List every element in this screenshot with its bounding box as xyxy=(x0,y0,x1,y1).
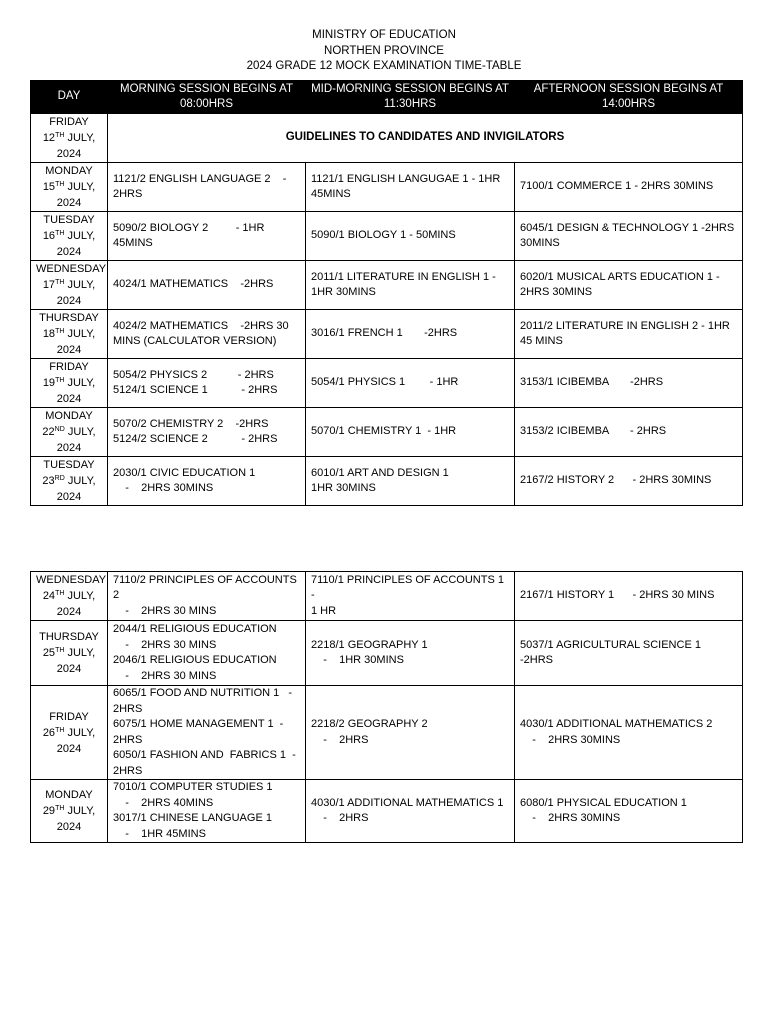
session-line: 2011/2 LITERATURE IN ENGLISH 2 - 1HR xyxy=(520,319,730,332)
day-year: 2024 xyxy=(56,606,82,618)
day-month: JULY, xyxy=(64,279,96,291)
session-line: 3016/1 FRENCH 1 -2HRS xyxy=(311,327,458,340)
table-row xyxy=(31,163,743,212)
day-cell xyxy=(31,261,108,310)
midmorning-session-cell xyxy=(306,359,515,408)
day-year: 2024 xyxy=(56,442,82,454)
day-cell xyxy=(31,212,108,261)
morning-session-cell xyxy=(108,408,306,457)
day-suffix: TH xyxy=(55,132,65,139)
day-date xyxy=(36,179,102,195)
table-row xyxy=(31,457,743,506)
afternoon-session-cell xyxy=(515,163,743,212)
session-line: 5070/2 CHEMISTRY 2 -2HRS xyxy=(113,417,269,430)
session-line: 2HRS xyxy=(113,733,143,746)
session-line: 5070/1 CHEMISTRY 1 - 1HR xyxy=(311,425,457,438)
province-title: NORTHEN PROVINCE xyxy=(324,44,444,57)
day-date xyxy=(36,803,102,819)
table-row xyxy=(31,572,743,621)
session-line: 1121/1 ENGLISH LANGUGAE 1 - 1HR xyxy=(311,172,501,185)
midmorning-session-cell xyxy=(306,621,515,686)
session-line: 6045/1 DESIGN & TECHNOLOGY 1 -2HRS xyxy=(520,221,735,234)
session-line: 6050/1 FASHION AND FABRICS 1 - xyxy=(113,749,296,761)
session-line: 45 MINS xyxy=(520,335,563,347)
afternoon-session-cell xyxy=(515,621,743,686)
day-cell xyxy=(31,114,108,163)
session-line: 1 HR xyxy=(311,604,337,617)
session-line: 7010/1 COMPUTER STUDIES 1 xyxy=(113,781,273,793)
day-number: 29 xyxy=(42,805,56,817)
table-row xyxy=(31,621,743,686)
afternoon-session-cell xyxy=(515,780,743,843)
session-line: 2HRS 30MINS xyxy=(520,286,593,298)
day-suffix: TH xyxy=(55,230,65,237)
day-number: 24 xyxy=(42,590,56,602)
session-line: 2218/2 GEOGRAPHY 2 xyxy=(311,718,428,730)
day-date xyxy=(36,228,102,244)
day-suffix: ND xyxy=(54,426,65,433)
day-suffix: TH xyxy=(55,377,65,384)
morning-session-cell xyxy=(108,686,306,780)
session-line: 5054/1 PHYSICS 1 - 1HR xyxy=(311,376,459,389)
session-line: 2167/1 HISTORY 1 - 2HRS 30 MINS xyxy=(520,589,715,602)
day-year: 2024 xyxy=(56,393,82,405)
day-suffix: RD xyxy=(54,475,65,482)
session-line: 4024/2 MATHEMATICS -2HRS 30 xyxy=(113,319,289,332)
header-row xyxy=(31,81,743,114)
day-year: 2024 xyxy=(56,148,82,160)
day-year: 2024 xyxy=(56,344,82,356)
session-line: 3153/2 ICIBEMBA - 2HRS xyxy=(520,425,667,438)
day-weekday: TUESDAY xyxy=(43,459,95,471)
day-suffix: TH xyxy=(55,726,65,734)
session-line: 4030/1 ADDITIONAL MATHEMATICS 1 xyxy=(311,796,504,809)
day-number: 25 xyxy=(42,647,56,659)
day-number: 12 xyxy=(42,132,56,144)
session-line: - 1HR 45MINS xyxy=(113,827,206,840)
day-number: 18 xyxy=(42,328,56,340)
day-weekday: MONDAY xyxy=(45,410,93,422)
timetable-title: 2024 GRADE 12 MOCK EXAMINATION TIME-TABLE xyxy=(246,60,522,72)
session-line: 5124/1 SCIENCE 1 - 2HRS xyxy=(113,384,278,396)
session-line: 2044/1 RELIGIOUS EDUCATION xyxy=(113,623,277,635)
day-cell xyxy=(31,359,108,408)
session-line: 6065/1 FOOD AND NUTRITION 1 - xyxy=(113,687,293,699)
morning-column-header: MORNING SESSION BEGINS AT 08:00HRS xyxy=(108,81,306,114)
session-line: 2HRS xyxy=(113,764,143,777)
session-line: 2218/1 GEOGRAPHY 1 xyxy=(311,638,428,651)
day-weekday: MONDAY xyxy=(45,789,93,801)
session-line: - 2HRS 30 MINS xyxy=(113,604,217,617)
day-cell xyxy=(31,310,108,359)
timetable-part-1 xyxy=(30,80,743,506)
day-month: JULY, xyxy=(64,377,96,389)
day-month: JULY, xyxy=(64,132,96,144)
day-month: JULY, xyxy=(64,726,96,739)
table-row xyxy=(31,114,743,163)
session-line: 7100/1 COMMERCE 1 - 2HRS 30MINS xyxy=(520,180,714,193)
day-weekday: WEDNESDAY xyxy=(36,263,107,275)
day-weekday: TUESDAY xyxy=(43,214,95,226)
midmorning-session-cell xyxy=(306,310,515,359)
session-line: 2HRS xyxy=(113,188,143,200)
afternoon-column-header: AFTERNOON SESSION BEGINS AT 14:00HRS xyxy=(515,81,743,114)
table-row xyxy=(31,408,743,457)
day-number: 15 xyxy=(42,181,56,193)
morning-session-cell xyxy=(108,261,306,310)
day-month: JULY, xyxy=(64,475,96,487)
morning-session-cell xyxy=(108,212,306,261)
day-weekday: WEDNESDAY xyxy=(36,574,107,586)
morning-session-cell xyxy=(108,310,306,359)
day-cell xyxy=(31,457,108,506)
day-number: 22 xyxy=(42,426,55,438)
day-month: JULY, xyxy=(64,181,96,193)
session-line: - 2HRS 30MINS xyxy=(520,812,621,824)
session-line: 5037/1 AGRICULTURAL SCIENCE 1 -2HRS xyxy=(520,638,708,666)
midmorning-session-cell xyxy=(306,572,515,621)
day-year: 2024 xyxy=(56,197,82,209)
day-month: JULY, xyxy=(64,426,96,438)
session-line: 1HR 30MINS xyxy=(311,482,376,494)
midmorning-session-cell xyxy=(306,780,515,843)
day-suffix: TH xyxy=(55,647,65,654)
day-date xyxy=(36,645,102,661)
day-suffix: TH xyxy=(55,805,65,812)
session-line: 6020/1 MUSICAL ARTS EDUCATION 1 - xyxy=(520,270,720,283)
day-month: JULY, xyxy=(64,230,96,242)
session-line: 5090/2 BIOLOGY 2 - 1HR xyxy=(113,221,265,234)
day-suffix: TH xyxy=(55,328,65,335)
day-column-header: DAY xyxy=(31,81,108,114)
session-line: - 2HRS 30 MINS xyxy=(113,669,217,682)
session-line: MINS (CALCULATOR VERSION) xyxy=(113,335,277,347)
day-date xyxy=(36,326,102,342)
ministry-title: MINISTRY OF EDUCATION xyxy=(312,29,456,41)
midmorning-session-cell xyxy=(306,686,515,780)
day-suffix: TH xyxy=(55,590,65,597)
day-date xyxy=(36,473,102,489)
session-line: 2030/1 CIVIC EDUCATION 1 xyxy=(113,466,256,479)
session-line: 5090/1 BIOLOGY 1 - 50MINS xyxy=(311,229,456,242)
day-date xyxy=(36,375,102,391)
session-line: - 1HR 30MINS xyxy=(311,654,404,666)
session-line: 6010/1 ART AND DESIGN 1 xyxy=(311,466,449,479)
session-line: 7110/2 PRINCIPLES OF ACCOUNTS 2 xyxy=(113,573,300,602)
day-weekday: FRIDAY xyxy=(49,710,89,723)
morning-session-cell xyxy=(108,780,306,843)
morning-session-cell xyxy=(108,457,306,506)
session-line: 30MINS xyxy=(520,237,560,249)
midmorning-session-cell xyxy=(306,457,515,506)
table-row xyxy=(31,686,743,780)
session-line: 2011/1 LITERATURE IN ENGLISH 1 - xyxy=(311,270,496,283)
day-date xyxy=(36,130,102,146)
day-weekday: THURSDAY xyxy=(39,631,99,643)
afternoon-session-cell xyxy=(515,261,743,310)
midmorning-column-header: MID-MORNING SESSION BEGINS AT 11:30HRS xyxy=(306,81,515,114)
morning-session-cell xyxy=(108,572,306,621)
day-month: JULY, xyxy=(64,647,96,659)
table-row xyxy=(31,359,743,408)
day-cell xyxy=(31,408,108,457)
session-line: 2HRS xyxy=(113,702,143,715)
day-number: 23 xyxy=(42,475,55,487)
day-date xyxy=(36,725,102,741)
day-number: 17 xyxy=(42,279,56,291)
day-date xyxy=(36,588,102,604)
day-year: 2024 xyxy=(56,295,82,307)
day-weekday: THURSDAY xyxy=(39,312,99,324)
session-line: 1HR 30MINS xyxy=(311,286,376,298)
session-line: 5124/2 SCIENCE 2 - 2HRS xyxy=(113,433,278,445)
session-line: - 2HRS xyxy=(311,733,369,746)
day-year: 2024 xyxy=(56,663,82,675)
morning-session-cell xyxy=(108,359,306,408)
day-cell xyxy=(31,163,108,212)
afternoon-session-cell xyxy=(515,310,743,359)
day-number: 19 xyxy=(42,377,56,389)
document-header xyxy=(0,28,768,75)
morning-session-cell xyxy=(108,163,306,212)
table-row xyxy=(31,310,743,359)
session-line: 7110/1 PRINCIPLES OF ACCOUNTS 1 - xyxy=(311,573,511,602)
day-cell xyxy=(31,780,108,843)
midmorning-session-cell xyxy=(306,212,515,261)
day-year: 2024 xyxy=(56,821,82,833)
day-month: JULY, xyxy=(64,590,96,602)
session-line: 2167/2 HISTORY 2 - 2HRS 30MINS xyxy=(520,474,712,487)
midmorning-session-cell xyxy=(306,261,515,310)
session-line: - 2HRS 30MINS xyxy=(520,733,621,746)
day-number: 26 xyxy=(42,726,56,739)
day-year: 2024 xyxy=(56,742,82,755)
session-line: 3017/1 CHINESE LANGUAGE 1 xyxy=(113,812,272,824)
afternoon-session-cell xyxy=(515,212,743,261)
afternoon-session-cell xyxy=(515,457,743,506)
session-line: 6080/1 PHYSICAL EDUCATION 1 xyxy=(520,796,687,809)
afternoon-session-cell xyxy=(515,359,743,408)
session-line: - 2HRS 40MINS xyxy=(113,796,214,809)
table-row xyxy=(31,261,743,310)
day-month: JULY, xyxy=(64,805,96,817)
afternoon-session-cell xyxy=(515,572,743,621)
day-cell xyxy=(31,572,108,621)
day-cell xyxy=(31,621,108,686)
day-year: 2024 xyxy=(56,246,82,258)
morning-session-cell xyxy=(108,621,306,686)
timetable-part-2 xyxy=(30,571,743,843)
day-suffix: TH xyxy=(55,279,65,286)
day-weekday: FRIDAY xyxy=(49,361,89,373)
session-line: 3153/1 ICIBEMBA -2HRS xyxy=(520,376,664,389)
session-line: 45MINS xyxy=(311,188,351,200)
midmorning-session-cell xyxy=(306,163,515,212)
day-month: JULY, xyxy=(64,328,96,340)
day-weekday: MONDAY xyxy=(45,165,93,177)
guidelines-heading: GUIDELINES TO CANDIDATES AND INVIGILATORS xyxy=(108,114,743,163)
afternoon-session-cell xyxy=(515,408,743,457)
afternoon-session-cell xyxy=(515,686,743,780)
day-date xyxy=(36,424,102,440)
session-line: - 2HRS xyxy=(311,812,369,824)
day-suffix: TH xyxy=(55,181,65,188)
session-line: 1121/2 ENGLISH LANGUAGE 2 - xyxy=(113,172,287,185)
day-year: 2024 xyxy=(56,491,82,503)
session-line: 4024/1 MATHEMATICS -2HRS xyxy=(113,278,274,291)
day-cell xyxy=(31,686,108,780)
session-line: 5054/2 PHYSICS 2 - 2HRS xyxy=(113,368,274,381)
session-line: 2046/1 RELIGIOUS EDUCATION xyxy=(113,654,277,666)
day-date xyxy=(36,277,102,293)
table-row xyxy=(31,780,743,843)
day-weekday: FRIDAY xyxy=(49,116,89,128)
session-line: - 2HRS 30 MINS xyxy=(113,638,217,651)
midmorning-session-cell xyxy=(306,408,515,457)
session-line: 6075/1 HOME MANAGEMENT 1 - xyxy=(113,718,284,730)
session-line: - 2HRS 30MINS xyxy=(113,482,214,494)
day-number: 16 xyxy=(42,230,56,242)
table-row xyxy=(31,212,743,261)
session-line: 45MINS xyxy=(113,237,153,249)
session-line: 4030/1 ADDITIONAL MATHEMATICS 2 xyxy=(520,718,713,730)
